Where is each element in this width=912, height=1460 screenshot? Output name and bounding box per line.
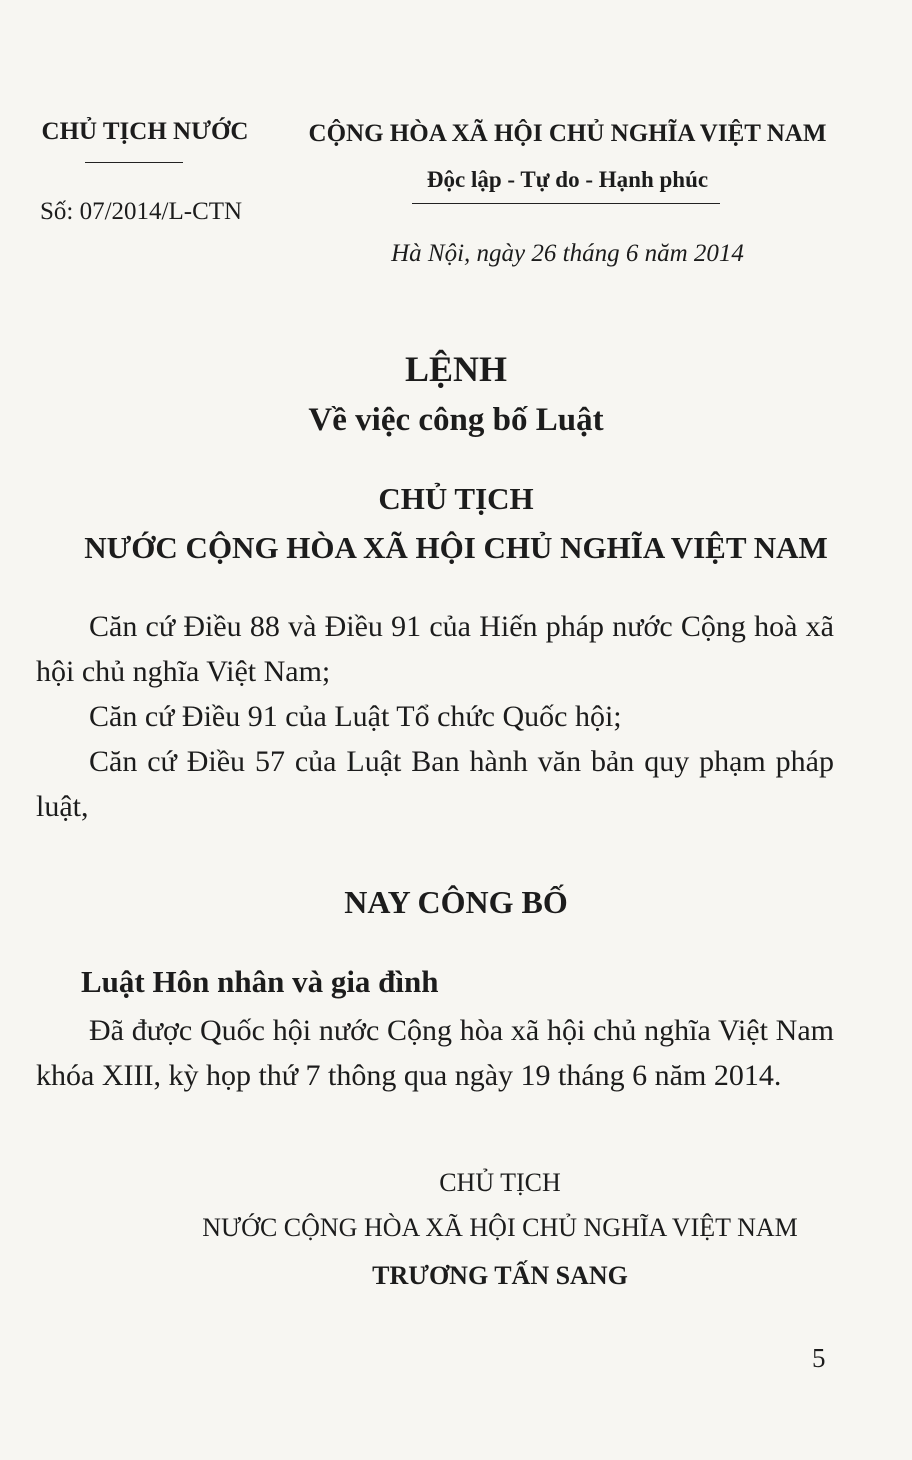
motto-underline [412,203,720,204]
signatory-name: TRƯƠNG TẤN SANG [372,1261,628,1290]
signature-title-line1: CHỦ TỊCH [439,1168,561,1197]
country-heading: CỘNG HÒA XÃ HỘI CHỦ NGHĨA VIỆT NAM [308,120,827,147]
passage-text: Đã được Quốc hội nước Cộng hòa xã hội chủ nghĩa Việt Nam khóa XIII, kỳ họp thứ 7 thông qua ngày 19 tháng 6 năm 2014. [36,1014,834,1092]
legal-basis-item: Căn cứ Điều 57 của Luật Ban hành văn bản quy phạm pháp luật, [36,745,834,823]
page-subtitle: Về việc công bố Luật [308,402,604,438]
president-title-line2: NƯỚC CỘNG HÒA XÃ HỘI CHỦ NGHĨA VIỆT NAM [84,530,828,565]
issuer-heading: CHỦ TỊCH NƯỚC [41,118,249,145]
issuer-underline [85,162,183,163]
legal-bases [36,604,834,829]
president-title-line1: CHỦ TỊCH [378,481,534,516]
legal-basis-item: Căn cứ Điều 88 và Điều 91 của Hiến pháp nước Cộng hoà xã hội chủ nghĩa Việt Nam; [36,610,834,688]
page-number: 5 [812,1343,826,1373]
announce-heading: NAY CÔNG BỐ [344,884,568,920]
national-motto: Độc lập - Tự do - Hạnh phúc [426,167,709,192]
law-name: Luật Hôn nhân và gia đình [81,964,439,999]
signature-title-line2: NƯỚC CỘNG HÒA XÃ HỘI CHỦ NGHĨA VIỆT NAM [202,1213,798,1242]
legal-basis-item: Căn cứ Điều 91 của Luật Tổ chức Quốc hội; [89,700,622,733]
passage-block [36,1008,834,1098]
date-line: Hà Nội, ngày 26 tháng 6 năm 2014 [391,240,744,267]
document-number: Số: 07/2014/L-CTN [40,198,243,225]
page-title: LỆNH [404,349,508,389]
